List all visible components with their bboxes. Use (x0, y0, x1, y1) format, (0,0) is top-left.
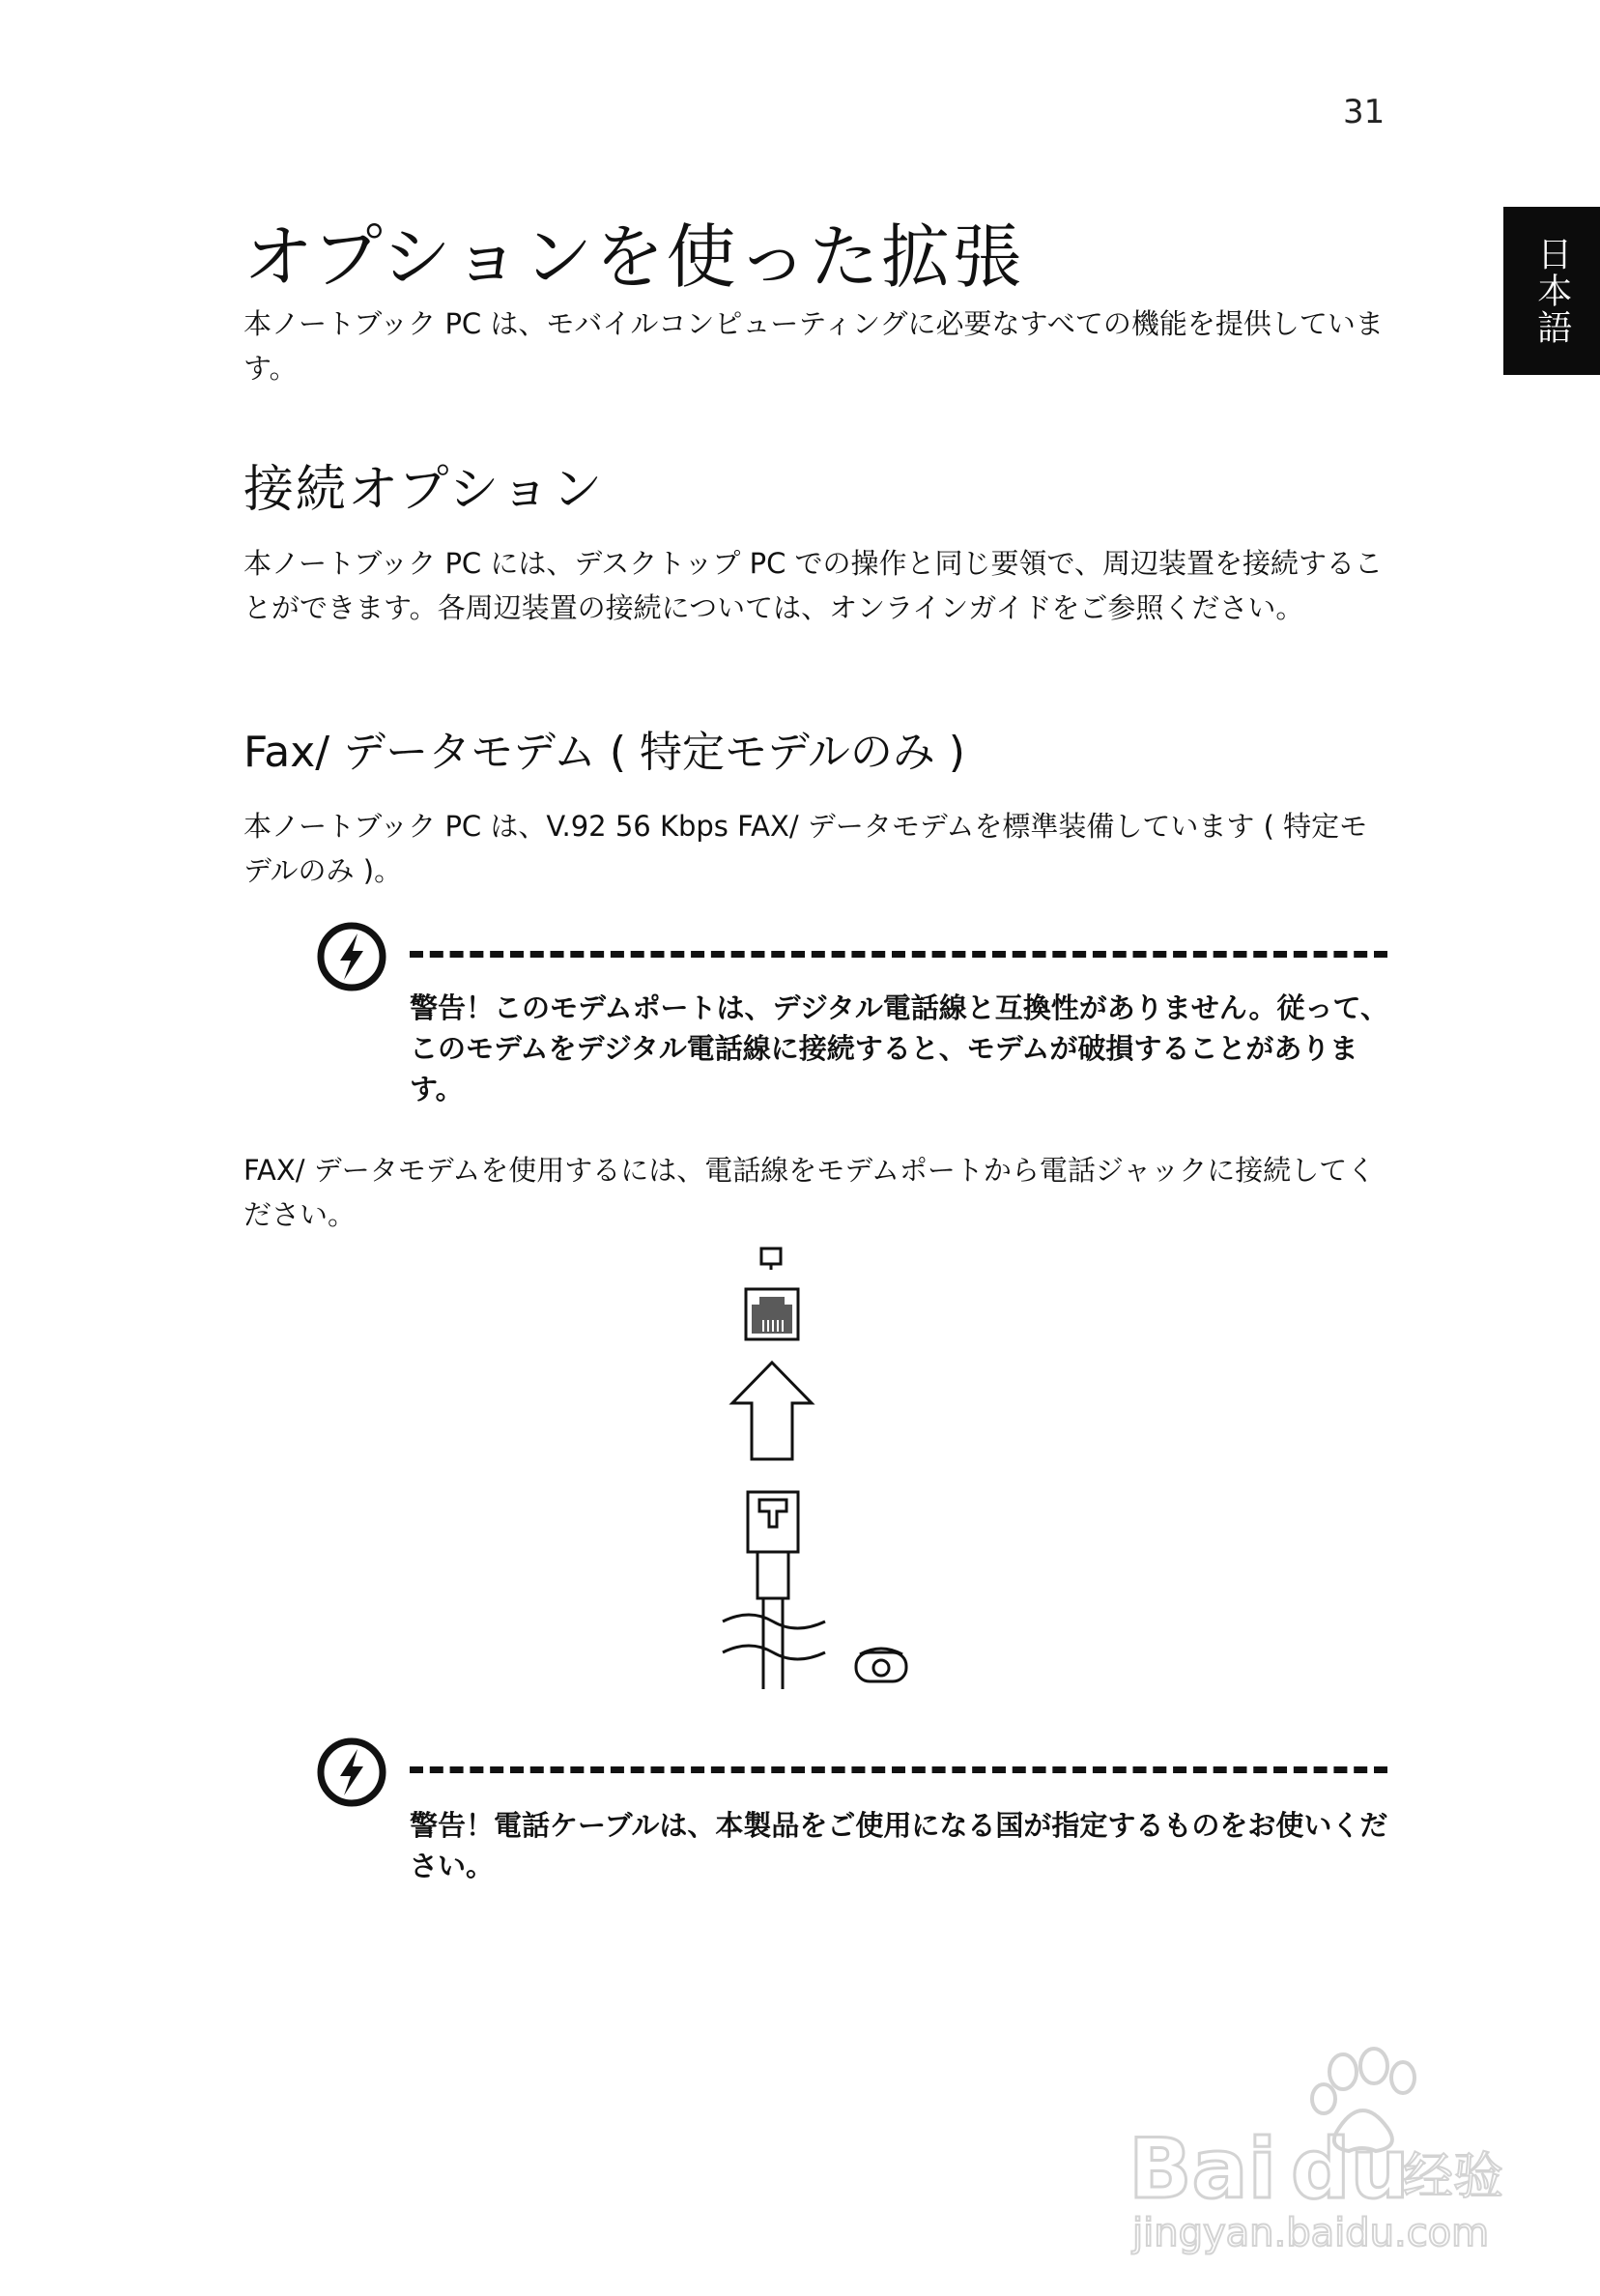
warning-divider (410, 1766, 1387, 1773)
phone-cable (723, 1598, 825, 1689)
intro-paragraph: 本ノートブック PC は、モバイルコンピューティングに必要なすべての機能を提供しています。 (243, 307, 1384, 385)
warning-text: 警告！このモデムポートは、デジタル電話線と互換性がありません。従って、このモデムをデジタル電話線に接続すると、モデムが破損することがあります。 (410, 991, 1388, 1105)
page-title: オプションを使った拡張 (243, 216, 1024, 298)
warning-lightning-icon (315, 920, 388, 993)
telephone-icon (856, 1649, 906, 1681)
instruction-paragraph: FAX/ データモデムを使用するには、電話線をモデムポートから電話ジャックに接続してください。 (243, 1154, 1376, 1231)
warning-divider (410, 951, 1387, 958)
subsection-heading: Fax/ データモデム ( 特定モデルのみ ) (243, 728, 965, 777)
section-heading: 接続オプション (243, 461, 605, 519)
warning-text: 警告！電話ケーブルは、本製品をご使用になる国が指定するものをお使いください。 (410, 1809, 1388, 1882)
page-number: 31 (1343, 93, 1386, 131)
modem-paragraph: 本ノートブック PC は、V.92 56 Kbps FAX/ データモデムを標準装備しています ( 特定モデルのみ )。 (243, 810, 1368, 887)
language-tab-label: 日本語 (1531, 236, 1572, 346)
modem-port-symbol-icon (761, 1248, 781, 1270)
baidu-watermark-logo (1121, 2039, 1507, 2261)
rj11-port-icon (746, 1289, 798, 1339)
rj11-plug-icon (748, 1492, 798, 1598)
modem-connection-illustration (715, 1237, 937, 1701)
language-tab (1503, 207, 1600, 375)
arrow-up-icon (732, 1363, 812, 1459)
svg-text:jingyan.baidu.com: jingyan.baidu.com (1132, 2211, 1490, 2255)
svg-text:经验: 经验 (1403, 2148, 1504, 2206)
warning-lightning-icon (315, 1736, 388, 1809)
svg-text:Bai: Bai (1129, 2121, 1277, 2218)
section-paragraph: 本ノートブック PC には、デスクトップ PC での操作と同じ要領で、周辺装置を接続することができます。各周辺装置の接続については、オンラインガイドをご参照ください。 (243, 547, 1383, 624)
svg-text:du: du (1291, 2121, 1410, 2218)
